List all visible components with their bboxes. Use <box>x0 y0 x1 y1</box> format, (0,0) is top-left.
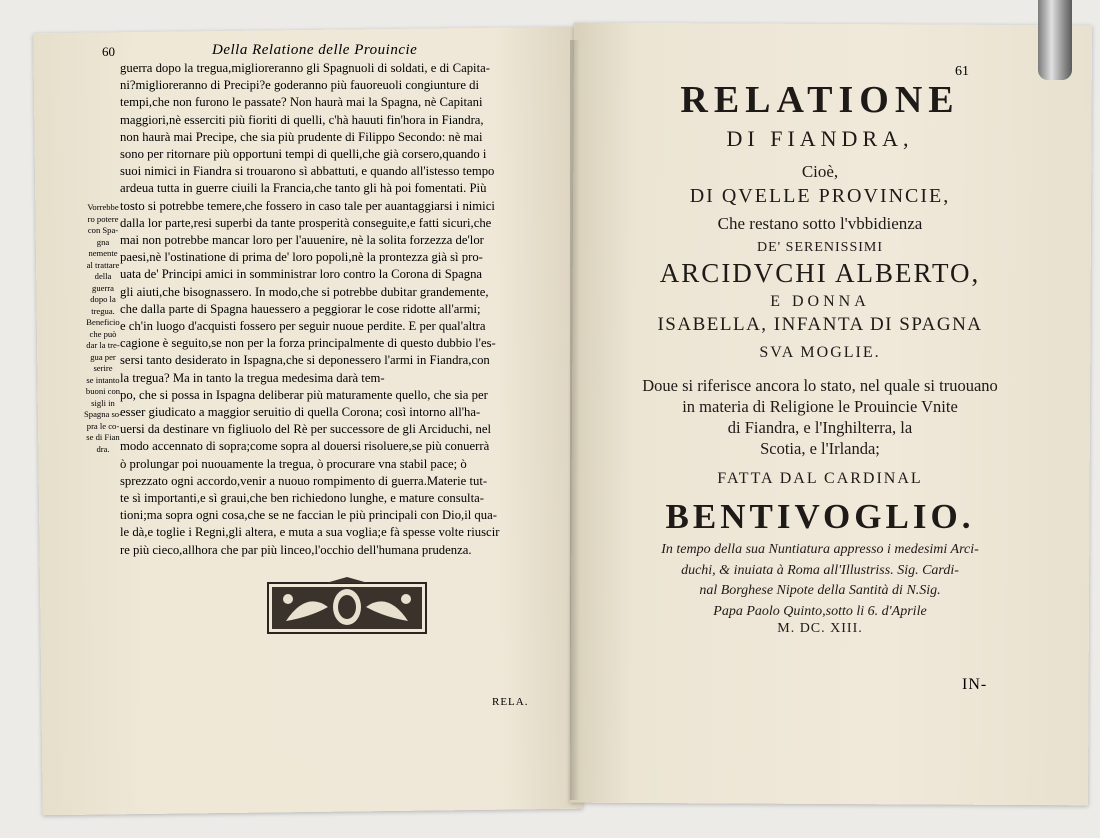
text-line: suoi nimici in Fiandra si trouarono sì abbattuti, e quando all'istesso tempo <box>120 164 495 179</box>
title-line: Papa Paolo Quinto,sotto li 6. d'Aprile <box>713 603 927 619</box>
margin-note-line: pra le co- <box>86 420 120 431</box>
title-line: in materia di Religione le Prouincie Vnite <box>682 397 958 416</box>
margin-note-line: se intanto <box>86 374 120 385</box>
margin-note-line: della <box>94 271 112 281</box>
title-in-tempo-paragraph <box>600 540 1040 622</box>
text-line: la tregua? Ma in tanto la tregua medesima darà tem- <box>120 370 385 385</box>
margin-note-line: con Spa- <box>87 225 119 235</box>
margin-note-line: gna <box>96 236 110 247</box>
text-line: e ch'in luogo d'acquisti fossero per seguir nuoue perdite. E per qual'altra <box>120 319 486 334</box>
silver-pen-object <box>1038 0 1072 80</box>
title-moglie: SVA MOGLIE. <box>759 344 881 361</box>
title-line: nal Borghese Nipote della Santità di N.Sig. <box>699 583 941 598</box>
title-line: In tempo della sua Nuntiatura appresso i medesimi Arci- <box>661 542 979 557</box>
title-isabella: ISABELLA, INFANTA DI SPAGNA <box>657 314 983 335</box>
title-cioe: Cioè, <box>801 162 839 181</box>
text-line: modo accennato di sopra;come sopra al douersi risoluere,se più conuerrà <box>120 439 490 454</box>
title-serenissimi: DE' SERENISSIMI <box>756 240 884 255</box>
margin-note-line: guerra <box>92 282 114 293</box>
title-relatione: RELATIONE <box>680 79 960 121</box>
text-line: re più cieco,allhora che par più linceo,l'occhio dell'humana prudenza. <box>120 542 472 557</box>
left-running-header: Della Relatione delle Prouincie <box>212 42 418 58</box>
title-line: Doue si riferisce ancora lo stato, nel quale si truouano <box>642 376 998 395</box>
text-line: le dà,e toglie i Regni,gli altera, e muta a sua voglia;e fà spesse volte riuscir <box>120 525 500 540</box>
margin-note-line: buoni con <box>85 386 121 396</box>
margin-note-line: Spagna so- <box>84 409 122 419</box>
title-line: di Fiandra, e l'Inghilterra, la <box>727 418 913 437</box>
printers-ornament-icon <box>266 577 428 639</box>
title-di-fiandra: DI FIANDRA, <box>726 126 914 151</box>
book-gutter <box>570 40 580 800</box>
text-line: te sì importanti,e sì graui,che ben richiedono lunghe, e mature consulta- <box>120 491 484 506</box>
margin-note-line: Vorrebbe <box>87 202 119 212</box>
left-page-body <box>120 60 532 559</box>
text-line: tosto si potrebbe temere,che fossero in caso tale per auantaggiarsi i nimici <box>120 198 495 213</box>
margin-note-line: tregua. <box>91 305 115 316</box>
title-fatta-dal: FATTA DAL CARDINAL <box>717 470 923 487</box>
margin-note-line: se di Fian <box>86 432 120 442</box>
left-page-number: 60 <box>102 44 115 59</box>
margin-note-line: sigli in <box>91 397 115 408</box>
right-catchword: IN- <box>962 676 988 693</box>
text-line: che dalla parte di Spagna hauessero a peggiorar le cose ridotte all'armi; <box>120 301 481 316</box>
margin-note-line: gua per <box>90 351 116 362</box>
text-line: ardeua tutta in guerre ciuili la Francia,che tanto gli hà poi fomentati. Più <box>120 181 487 196</box>
margin-note-line: dar la tre- <box>86 340 120 350</box>
margin-note-line: Beneficio <box>86 317 120 327</box>
text-line: gli aiuti,che bisognassero. In modo,che si potrebbe dubitar grandemente, <box>120 284 489 299</box>
title-doue-paragraph <box>600 375 1040 459</box>
text-line: paesi,nè l'ostinatione di prima de' loro popoli,nè la prontezza già sì pro- <box>120 250 483 265</box>
margin-note-line: al trattare <box>86 259 120 270</box>
title-restano: Che restano sotto l'vbbidienza <box>717 214 923 233</box>
right-page-number: 61 <box>955 64 969 79</box>
text-line: guerra dopo la tregua,miglioreranno gli Spagnuoli di soldati, e di Capita- <box>120 61 490 75</box>
text-line: cagione è seguito,se non per la forza principalmente di questo dubbio l'es- <box>120 336 496 351</box>
title-line: duchi, & inuiata à Roma all'Illustriss. Sig. Cardi- <box>681 562 959 578</box>
text-line: tempi,che non furono le passate? Non haurà mai la Spagna, nè Capitani <box>120 95 483 110</box>
text-line: sersi tanto desiderato in Ispagna,che si deponessero l'armi in Fiandra,con <box>120 353 490 368</box>
text-line: sprezzato ogni accordo,venir a nuouo rompimento di guerra.Materie tut- <box>120 473 488 488</box>
text-line: uersi da destinare vn figliuolo del Rè per successore de gli Arciduchi, nel <box>120 422 491 437</box>
text-line: tioni;ma sopra ogni cosa,che se ne faccian le più principali con Dio,il qua- <box>120 508 497 523</box>
title-line: Scotia, e l'Irlanda; <box>760 439 880 458</box>
margin-note-line: dra. <box>96 443 110 454</box>
text-line: dalla lor parte,resi superbi da tante prosperità conseguite,e fatti sicuri,che <box>120 215 492 230</box>
margin-note-line: serire <box>93 363 113 373</box>
text-line: po, che si possa in Ispagna deliberar più maturamente quello, che sia per <box>120 387 488 402</box>
text-line: mai non potrebbe mancar loro per l'auuenire, nè la solita forzezza de'lor <box>120 233 484 248</box>
text-line: ni?miglioreranno di Precipi?e goderanno più fauoreuoli congiunture di <box>120 78 480 93</box>
title-e-donna: E DONNA <box>770 293 870 310</box>
text-line: uata de' Principi amici in somministrar loro contro la Corona di Spagna <box>120 267 483 282</box>
title-bentivoglio: BENTIVOGLIO. <box>665 497 975 536</box>
margin-note-line: che può <box>89 328 117 339</box>
margin-note-line: ro potere <box>87 213 119 224</box>
title-arciduchi: ARCIDVCHI ALBERTO, <box>659 258 981 288</box>
text-line: sono per ritornare più opportuni tempi di quelli,che già corsero,quando i <box>120 147 487 162</box>
text-line: non haurà mai Precipe, che sia più prudente di Filippo Secondo: nè mai <box>120 129 483 144</box>
text-line: ò prolungar poi nuouamente la tregua, ò procurare vna stabil pace; ò <box>120 456 467 471</box>
text-line: maggiori,nè esserciti più fioriti di quelli, c'hà hauuti fin'hora in Fiandra, <box>120 112 484 127</box>
title-date: M. DC. XIII. <box>777 621 863 636</box>
left-margin-note <box>82 202 124 455</box>
margin-note-line: nemente <box>88 248 118 258</box>
left-catchword: RELA. <box>492 696 529 708</box>
margin-note-line: dopo la <box>90 294 116 304</box>
text-line: esser giudicato a maggior seruitio di quella Corona; così intorno all'ha- <box>120 405 481 420</box>
title-quelle-provincie: DI QVELLE PROVINCIE, <box>689 185 951 207</box>
